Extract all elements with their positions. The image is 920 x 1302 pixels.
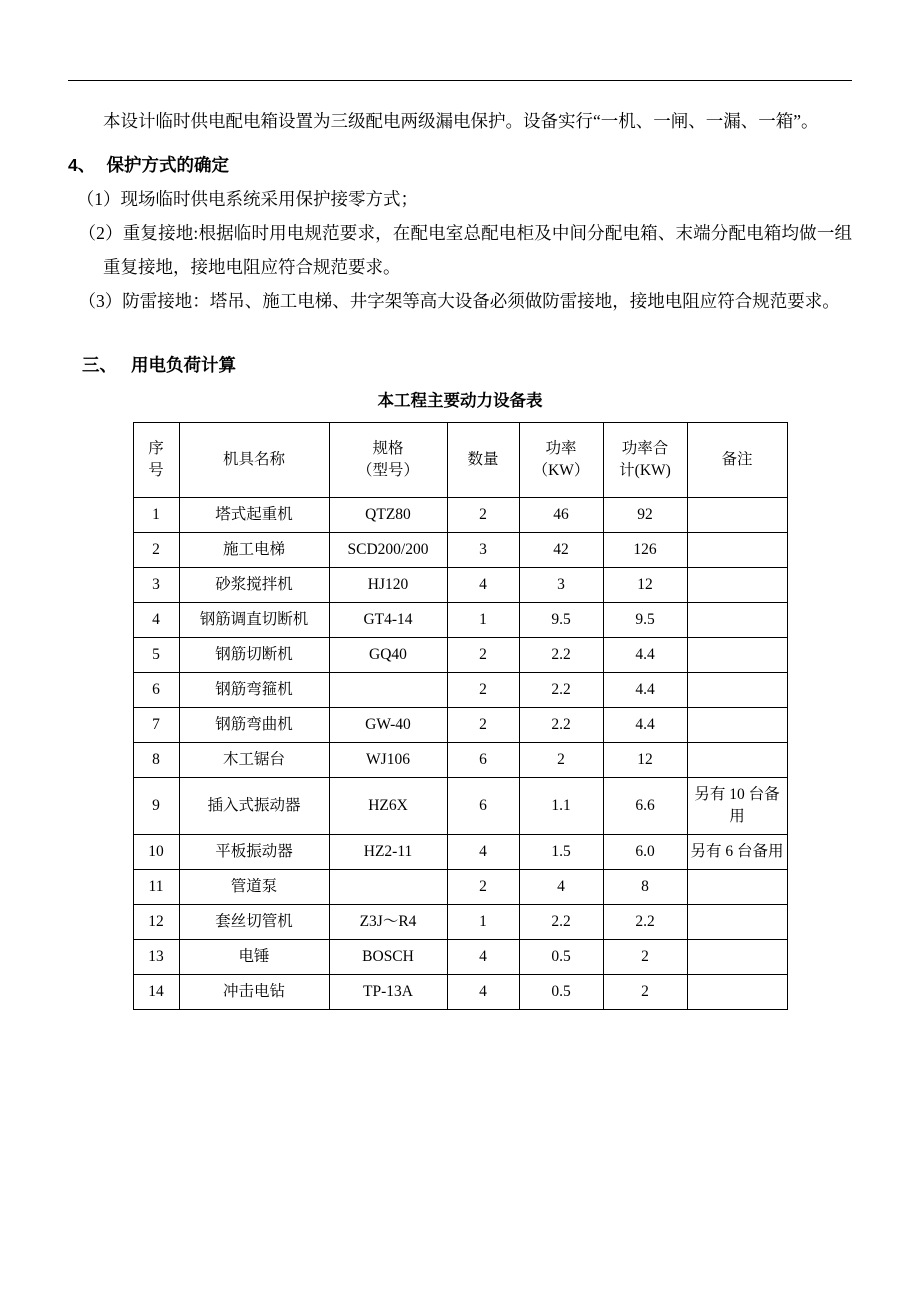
- cell-power: 3: [519, 568, 603, 603]
- cell-note: [687, 673, 787, 708]
- cell-power: 0.5: [519, 940, 603, 975]
- cell-total: 12: [603, 568, 687, 603]
- cell-note: [687, 533, 787, 568]
- section-4-item-1: （1）现场临时供电系统采用保护接零方式；: [76, 189, 418, 209]
- table-body: [133, 498, 787, 1010]
- cell-spec: Z3J～R4: [329, 905, 447, 940]
- cell-total: 4.4: [603, 638, 687, 673]
- cell-total: 126: [603, 533, 687, 568]
- cell-name: 塔式起重机: [179, 498, 329, 533]
- cell-seq: 1: [133, 498, 179, 533]
- cell-note: 另有 10 台备用: [687, 778, 787, 835]
- cell-name: 管道泵: [179, 870, 329, 905]
- header-divider: [68, 80, 852, 81]
- spacer: [68, 138, 852, 148]
- cell-seq: 12: [133, 905, 179, 940]
- cell-total: 8: [603, 870, 687, 905]
- cell-power: 2.2: [519, 673, 603, 708]
- section-3-number: 三、: [82, 355, 117, 375]
- cell-note: [687, 870, 787, 905]
- cell-power: 1.1: [519, 778, 603, 835]
- cell-qty: 2: [447, 498, 519, 533]
- cell-name: 插入式振动器: [179, 778, 329, 835]
- cell-seq: 14: [133, 975, 179, 1010]
- header-total-line2: 计(KW): [619, 462, 671, 479]
- cell-note: [687, 905, 787, 940]
- cell-seq: 2: [133, 533, 179, 568]
- section-3-title: 用电负荷计算: [131, 355, 236, 375]
- table-row: [133, 743, 787, 778]
- cell-total: 6.0: [603, 835, 687, 870]
- cell-note: [687, 498, 787, 533]
- cell-seq: 9: [133, 778, 179, 835]
- header-spec-line1: 规格: [372, 440, 404, 457]
- cell-power: 0.5: [519, 975, 603, 1010]
- cell-total: 2.2: [603, 905, 687, 940]
- header-total: [603, 423, 687, 498]
- cell-power: 2.2: [519, 708, 603, 743]
- cell-note: [687, 940, 787, 975]
- cell-spec: WJ106: [329, 743, 447, 778]
- cell-seq: 7: [133, 708, 179, 743]
- intro-paragraph: 本设计临时供电配电箱设置为三级配电两级漏电保护。设备实行“一机、一闸、一漏、一箱”。: [103, 111, 819, 131]
- section-4-heading: [68, 148, 852, 182]
- cell-power: 4: [519, 870, 603, 905]
- table-title: 本工程主要动力设备表: [377, 392, 543, 410]
- cell-qty: 2: [447, 673, 519, 708]
- cell-name: 套丝切管机: [179, 905, 329, 940]
- cell-spec: GW-40: [329, 708, 447, 743]
- header-total-line1: 功率合: [621, 440, 669, 457]
- cell-total: 4.4: [603, 673, 687, 708]
- header-qty: 数量: [447, 423, 519, 498]
- cell-qty: 4: [447, 835, 519, 870]
- cell-spec: [329, 870, 447, 905]
- header-seq-line2: 号: [148, 462, 164, 479]
- cell-name: 施工电梯: [179, 533, 329, 568]
- header-seq-line1: 序: [148, 440, 164, 457]
- cell-power: 2.2: [519, 905, 603, 940]
- table-header: [133, 423, 787, 498]
- table-row: [133, 835, 787, 870]
- equipment-table: [133, 422, 788, 1010]
- cell-spec: HJ120: [329, 568, 447, 603]
- cell-spec: [329, 673, 447, 708]
- cell-seq: 5: [133, 638, 179, 673]
- section-4-number: 4、: [68, 155, 96, 175]
- spacer: [68, 318, 852, 348]
- cell-qty: 4: [447, 568, 519, 603]
- header-seq: [133, 423, 179, 498]
- cell-spec: HZ6X: [329, 778, 447, 835]
- cell-spec: GT4-14: [329, 603, 447, 638]
- cell-name: 平板振动器: [179, 835, 329, 870]
- header-spec: [329, 423, 447, 498]
- table-header-row: [133, 423, 787, 498]
- cell-total: 6.6: [603, 778, 687, 835]
- table-row: [133, 498, 787, 533]
- cell-total: 2: [603, 940, 687, 975]
- cell-note: [687, 603, 787, 638]
- section-4-item-3: （3）防雷接地：塔吊、施工电梯、井字架等高大设备必须做防雷接地，接地电阻应符合规范要求。: [78, 291, 840, 311]
- table-row: [133, 940, 787, 975]
- cell-seq: 11: [133, 870, 179, 905]
- cell-total: 4.4: [603, 708, 687, 743]
- cell-note: [687, 568, 787, 603]
- table-row: [133, 638, 787, 673]
- cell-spec: TP-13A: [329, 975, 447, 1010]
- cell-qty: 4: [447, 975, 519, 1010]
- cell-note: [687, 708, 787, 743]
- cell-qty: 6: [447, 743, 519, 778]
- section-4-item-2: （2）重复接地:根据临时用电规范要求，在配电室总配电柜及中间分配电箱、末端分配电箱均做一组重复接地，接地电阻应符合规范要求。: [78, 223, 852, 277]
- cell-qty: 1: [447, 905, 519, 940]
- header-name: 机具名称: [179, 423, 329, 498]
- cell-name: 冲击电钻: [179, 975, 329, 1010]
- cell-power: 46: [519, 498, 603, 533]
- cell-qty: 2: [447, 638, 519, 673]
- cell-name: 钢筋切断机: [179, 638, 329, 673]
- header-power-line1: 功率: [545, 440, 577, 457]
- cell-seq: 13: [133, 940, 179, 975]
- table-row: [133, 870, 787, 905]
- cell-spec: BOSCH: [329, 940, 447, 975]
- table-row: [133, 905, 787, 940]
- cell-seq: 3: [133, 568, 179, 603]
- cell-qty: 2: [447, 708, 519, 743]
- cell-total: 9.5: [603, 603, 687, 638]
- cell-spec: QTZ80: [329, 498, 447, 533]
- cell-name: 砂浆搅拌机: [179, 568, 329, 603]
- cell-seq: 8: [133, 743, 179, 778]
- cell-power: 1.5: [519, 835, 603, 870]
- section-3-heading: [82, 348, 852, 382]
- cell-name: 钢筋弯曲机: [179, 708, 329, 743]
- cell-seq: 10: [133, 835, 179, 870]
- cell-seq: 4: [133, 603, 179, 638]
- cell-total: 12: [603, 743, 687, 778]
- table-row: [133, 673, 787, 708]
- cell-power: 2.2: [519, 638, 603, 673]
- header-note: 备注: [687, 423, 787, 498]
- cell-spec: GQ40: [329, 638, 447, 673]
- cell-spec: SCD200/200: [329, 533, 447, 568]
- table-row: [133, 533, 787, 568]
- cell-power: 42: [519, 533, 603, 568]
- table-row: [133, 568, 787, 603]
- cell-name: 钢筋调直切断机: [179, 603, 329, 638]
- table-row: [133, 603, 787, 638]
- cell-total: 92: [603, 498, 687, 533]
- cell-qty: 1: [447, 603, 519, 638]
- cell-qty: 6: [447, 778, 519, 835]
- cell-note: [687, 638, 787, 673]
- cell-note: 另有 6 台备用: [687, 835, 787, 870]
- table-row: [133, 778, 787, 835]
- cell-qty: 4: [447, 940, 519, 975]
- table-row: [133, 708, 787, 743]
- cell-note: [687, 743, 787, 778]
- header-power-line2: （KW）: [532, 462, 590, 479]
- cell-spec: HZ2-11: [329, 835, 447, 870]
- cell-seq: 6: [133, 673, 179, 708]
- header-power: [519, 423, 603, 498]
- cell-power: 2: [519, 743, 603, 778]
- section-4-title: 保护方式的确定: [106, 155, 229, 175]
- cell-name: 电锤: [179, 940, 329, 975]
- cell-qty: 3: [447, 533, 519, 568]
- table-row: [133, 975, 787, 1010]
- header-spec-line2: （型号）: [356, 462, 419, 479]
- cell-qty: 2: [447, 870, 519, 905]
- document-content: [68, 0, 852, 1010]
- cell-power: 9.5: [519, 603, 603, 638]
- cell-note: [687, 975, 787, 1010]
- cell-name: 木工锯台: [179, 743, 329, 778]
- cell-name: 钢筋弯箍机: [179, 673, 329, 708]
- cell-total: 2: [603, 975, 687, 1010]
